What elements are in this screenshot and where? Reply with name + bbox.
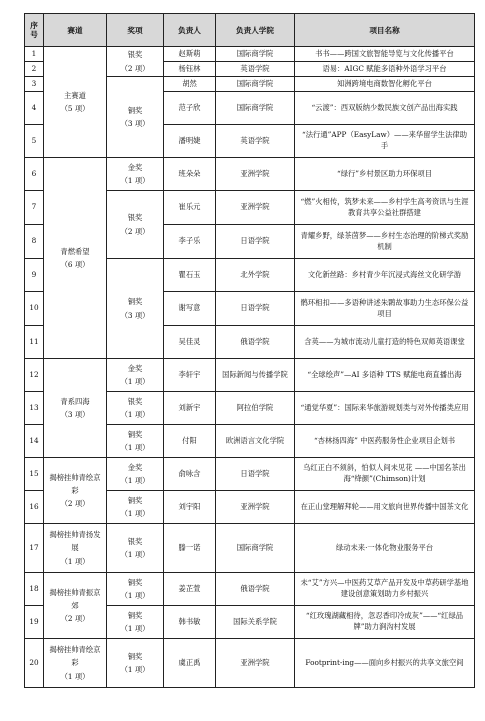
track-cell — [44, 458, 107, 524]
award-count: （1 项） — [120, 377, 150, 386]
college-cell: 国际商学院 — [216, 77, 295, 92]
leader-cell: 杨钰林 — [164, 62, 216, 77]
leader-cell: 潘明婕 — [164, 125, 216, 158]
award-name: 铜奖 — [127, 105, 143, 115]
seq-cell: 11 — [25, 326, 44, 359]
award-name: 金奖 — [127, 462, 143, 472]
seq-cell: 9 — [25, 259, 44, 292]
award-name: 铜奖 — [127, 495, 143, 505]
leader-cell: 俞咏含 — [164, 458, 216, 491]
college-cell: 国际商学院 — [216, 92, 295, 125]
award-count: （1 项） — [120, 624, 150, 633]
project-cell: 绿动未来·一体化物业服务平台 — [295, 524, 475, 573]
college-cell: 日语学院 — [216, 458, 295, 491]
project-cell: “法行通”APP（EasyLaw）——来华留学生法律助手 — [295, 125, 475, 158]
award-cell — [107, 77, 164, 158]
track-count: （5 项） — [60, 104, 90, 113]
project-cell: 乌红正白不须斜，怕似人间未见花 ——中国名茶出海“绛颜”(Chimson)计划 — [295, 458, 475, 491]
award-name: 银奖 — [127, 396, 143, 406]
award-cell — [107, 47, 164, 77]
track-count: （2 项） — [60, 614, 90, 624]
leader-cell: 李轩宇 — [164, 359, 216, 392]
table-row — [25, 158, 475, 191]
seq-cell: 8 — [25, 225, 44, 259]
award-name: 铜奖 — [127, 651, 143, 661]
college-cell: 亚洲学院 — [216, 191, 295, 225]
award-cell — [107, 392, 164, 425]
college-cell: 北外学院 — [216, 259, 295, 292]
award-count: （1 项） — [120, 509, 150, 518]
college-cell: 英语学院 — [216, 125, 295, 158]
seq-cell: 7 — [25, 191, 44, 225]
award-count: （3 项） — [120, 310, 150, 320]
award-name: 铜奖 — [127, 577, 143, 587]
seq-cell: 6 — [25, 158, 44, 191]
project-cell: 鹘环相扣——多语种讲述朱鹮故事助力生态环保公益项目 — [295, 292, 475, 326]
award-cell — [107, 191, 164, 259]
project-cell: 在正山堂理解拜轮——用文旅向世界传播中国茶文化 — [295, 491, 475, 524]
project-cell: “绿行”乡村景区助力环保项目 — [295, 158, 475, 191]
project-cell: 文化新丝路：乡村青少年沉浸式海丝文化研学游 — [295, 259, 475, 292]
college-cell: 亚洲学院 — [216, 491, 295, 524]
college-cell: 日语学院 — [216, 225, 295, 259]
project-cell: “通觉华夏”：国际来华旅游规划类与对外传播类应用 — [295, 392, 475, 425]
track-cell — [44, 639, 107, 688]
project-cell: 知洲跨境电商数智化孵化平台 — [295, 77, 475, 92]
award-name: 银奖 — [127, 536, 143, 546]
track-name: 揭榜挂帅青绘京彩 — [49, 472, 101, 495]
college-cell: 国际关系学院 — [216, 606, 295, 639]
leader-cell: 谢写意 — [164, 292, 216, 326]
leader-cell: 付阳 — [164, 425, 216, 458]
seq-cell: 13 — [25, 392, 44, 425]
award-cell — [107, 606, 164, 639]
project-cell: 未“艾”方兴—中医药艾草产品开发及中草药研学基地建设创意策划助力乡村振兴 — [295, 573, 475, 606]
leader-cell: 瞿石玉 — [164, 259, 216, 292]
table-row — [25, 573, 475, 606]
project-cell: “红玫瑰湖藏相待，忽忍香印冷成灰”——“红绿品牌”助力涧沟村发展 — [295, 606, 475, 639]
college-cell: 国际新闻与传播学院 — [216, 359, 295, 392]
track-cell — [44, 573, 107, 639]
seq-cell: 16 — [25, 491, 44, 524]
leader-cell: 胡然 — [164, 77, 216, 92]
award-name: 金奖 — [127, 363, 143, 373]
table-row — [25, 639, 475, 688]
seq-cell: 20 — [25, 639, 44, 688]
award-name: 银奖 — [127, 50, 143, 60]
award-cell — [107, 491, 164, 524]
college-cell: 阿拉伯学院 — [216, 392, 295, 425]
track-cell — [44, 359, 107, 458]
seq-cell: 19 — [25, 606, 44, 639]
award-count: （1 项） — [120, 410, 150, 419]
college-cell: 亚洲学院 — [216, 158, 295, 191]
project-cell: 语易：AIGC 赋能多语种外语学习平台 — [295, 62, 475, 77]
award-count: （1 项） — [120, 476, 150, 485]
header-project: 项目名称 — [295, 14, 475, 47]
college-cell: 日语学院 — [216, 292, 295, 326]
seq-cell: 5 — [25, 125, 44, 158]
award-cell — [107, 639, 164, 688]
leader-cell: 韩书敏 — [164, 606, 216, 639]
seq-cell: 18 — [25, 573, 44, 606]
award-name: 铜奖 — [127, 429, 143, 439]
project-cell: “杏林扬四海” 中医药服务性企业项目企划书 — [295, 425, 475, 458]
project-cell: “云渡”：西双版纳少数民族文创产品出海实践 — [295, 92, 475, 125]
project-cell: 青耀乡野，绿茶茵梦——乡村生态治理的阶梯式奖励机制 — [295, 225, 475, 259]
seq-cell: 1 — [25, 47, 44, 62]
seq-cell: 14 — [25, 425, 44, 458]
table-row — [25, 524, 475, 573]
seq-cell: 4 — [25, 92, 44, 125]
award-results-table — [24, 13, 475, 688]
college-cell: 英语学院 — [216, 62, 295, 77]
leader-cell: 崔乐元 — [164, 191, 216, 225]
header-track: 赛道 — [44, 14, 107, 47]
seq-cell: 2 — [25, 62, 44, 77]
track-name: 揭榜挂帅青扬发展 — [49, 530, 101, 553]
award-cell — [107, 458, 164, 491]
college-cell: 欧洲语言文化学院 — [216, 425, 295, 458]
project-cell: “燃”火相传，筑梦未来——乡村学生高考资讯与生涯教育共享公益社群搭建 — [295, 191, 475, 225]
award-cell — [107, 524, 164, 573]
leader-cell: 李子乐 — [164, 225, 216, 259]
track-count: （3 项） — [60, 410, 90, 419]
award-count: （1 项） — [120, 591, 150, 600]
table-header-row — [25, 14, 475, 47]
award-count: （3 项） — [120, 119, 150, 128]
track-name: 主赛道 — [64, 90, 86, 100]
leader-cell: 班朵朵 — [164, 158, 216, 191]
seq-cell: 17 — [25, 524, 44, 573]
table-row — [25, 47, 475, 62]
track-cell — [44, 47, 107, 158]
project-cell: Footprint-ing——面向乡村振兴的共享文旅空间 — [295, 639, 475, 688]
track-count: （6 项） — [60, 260, 90, 269]
project-cell: “全球绘声”—AI 多语种 TTS 赋能电商直播出海 — [295, 359, 475, 392]
header-leader: 负责人 — [164, 14, 216, 47]
track-name: 揭榜挂帅青振京郊 — [49, 587, 101, 610]
track-name: 青燃希望 — [60, 246, 90, 256]
leader-cell: 范子欣 — [164, 92, 216, 125]
track-name: 揭榜挂帅青绘京彩 — [49, 645, 101, 668]
header-college: 负责人学院 — [216, 14, 295, 47]
leader-cell: 赵斯萌 — [164, 47, 216, 62]
award-name: 铜奖 — [127, 610, 143, 620]
award-cell — [107, 359, 164, 392]
college-cell: 亚洲学院 — [216, 639, 295, 688]
award-count: （1 项） — [120, 665, 150, 674]
project-cell: 书书——跨国文旅智能导览与文化传播平台 — [295, 47, 475, 62]
track-cell — [44, 524, 107, 573]
award-cell — [107, 259, 164, 359]
award-name: 银奖 — [127, 213, 143, 223]
award-name: 铜奖 — [127, 297, 143, 307]
leader-cell: 刘新宇 — [164, 392, 216, 425]
seq-cell: 12 — [25, 359, 44, 392]
header-award: 奖项 — [107, 14, 164, 47]
seq-cell: 15 — [25, 458, 44, 491]
leader-cell: 吴佳灵 — [164, 326, 216, 359]
award-cell — [107, 158, 164, 191]
award-cell — [107, 573, 164, 606]
leader-cell: 滕一诺 — [164, 524, 216, 573]
award-count: （1 项） — [120, 176, 150, 185]
seq-cell: 10 — [25, 292, 44, 326]
table-row — [25, 359, 475, 392]
award-count: （1 项） — [120, 443, 150, 452]
leader-cell: 刘宇阳 — [164, 491, 216, 524]
award-count: （1 项） — [120, 550, 150, 559]
college-cell: 俄语学院 — [216, 326, 295, 359]
project-cell: 含英——为城市流动儿童打造的特色双师英语课堂 — [295, 326, 475, 359]
track-count: （1 项） — [60, 556, 90, 566]
leader-cell: 虞正禹 — [164, 639, 216, 688]
leader-cell: 姜芷萱 — [164, 573, 216, 606]
header-seq: 序号 — [25, 14, 44, 47]
track-name: 青系四海 — [60, 396, 90, 406]
table-row — [25, 458, 475, 491]
college-cell: 俄语学院 — [216, 573, 295, 606]
award-cell — [107, 425, 164, 458]
track-count: （2 项） — [60, 499, 90, 509]
award-count: （2 项） — [120, 226, 150, 236]
award-count: （2 项） — [120, 63, 150, 73]
track-cell — [44, 158, 107, 359]
college-cell: 国际商学院 — [216, 47, 295, 62]
award-name: 金奖 — [127, 162, 143, 172]
seq-cell: 3 — [25, 77, 44, 92]
track-count: （1 项） — [60, 671, 90, 681]
college-cell: 国际商学院 — [216, 524, 295, 573]
